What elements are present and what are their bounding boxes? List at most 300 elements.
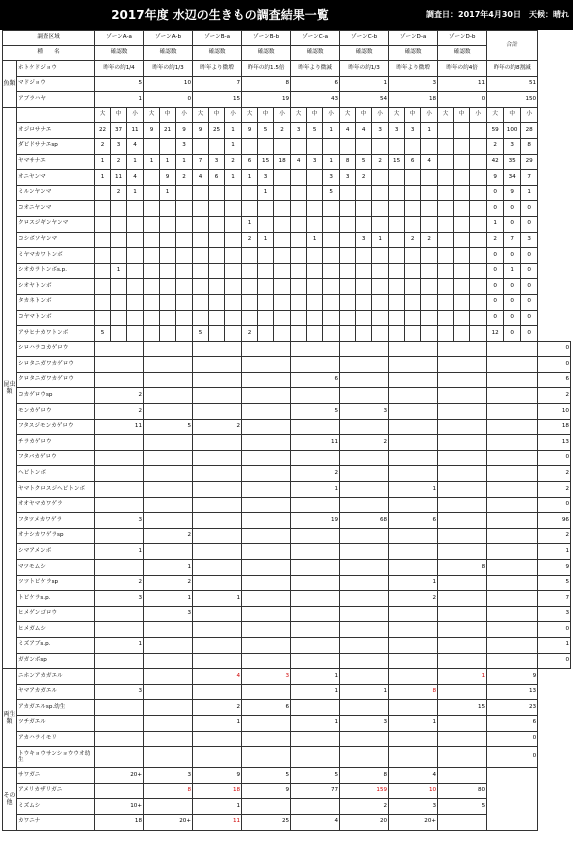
- species-name: フタスジモンカゲロウ: [17, 419, 95, 435]
- count-cell: [340, 372, 389, 388]
- count-cell: [340, 653, 389, 669]
- count-cell: [144, 482, 193, 498]
- count-cell: [291, 232, 307, 248]
- total-cell: 42: [487, 154, 504, 170]
- species-name: ガガンボsp: [17, 653, 95, 669]
- count-cell: [438, 185, 454, 201]
- count-cell: [340, 637, 389, 653]
- table-row: [3, 279, 571, 295]
- table-row: [3, 248, 571, 264]
- count-cell: [291, 138, 307, 154]
- table-row: [3, 669, 571, 685]
- zone-header: ゾーンC-a: [291, 31, 340, 46]
- count-cell: [356, 138, 372, 154]
- count-cell: [438, 170, 454, 186]
- count-cell: [487, 341, 538, 357]
- count-cell: [438, 263, 454, 279]
- count-cell: [340, 263, 356, 279]
- count-cell: [225, 263, 242, 279]
- count-cell: 1: [127, 185, 144, 201]
- count-cell: 4: [291, 814, 340, 830]
- count-cell: [193, 263, 209, 279]
- count-cell: [111, 310, 127, 326]
- count-cell: 1: [144, 591, 193, 607]
- count-cell: [356, 326, 372, 342]
- total-cell: 6: [487, 715, 538, 731]
- count-cell: [160, 326, 176, 342]
- count-cell: 2: [372, 154, 389, 170]
- count-cell: [242, 575, 291, 591]
- count-cell: 3: [307, 154, 323, 170]
- count-cell: 18: [274, 154, 291, 170]
- count-cell: 19: [291, 513, 340, 529]
- count-cell: 1: [438, 669, 487, 685]
- total-cell: 7: [521, 170, 538, 186]
- count-cell: [487, 560, 538, 576]
- count-cell: [95, 622, 144, 638]
- count-cell: [209, 232, 225, 248]
- count-cell: [95, 747, 144, 768]
- count-cell: 1: [95, 544, 144, 560]
- count-cell: 1: [193, 591, 242, 607]
- count-cell: [389, 419, 438, 435]
- count-cell: [438, 248, 454, 264]
- count-cell: [340, 216, 356, 232]
- count-cell: [405, 170, 421, 186]
- count-cell: 2: [111, 185, 127, 201]
- header-species: 種 名: [3, 46, 95, 61]
- total-cell: 0: [504, 279, 521, 295]
- count-cell: [127, 248, 144, 264]
- total-cell: 35: [504, 154, 521, 170]
- count-cell: 1: [193, 715, 242, 731]
- count-cell: [291, 263, 307, 279]
- count-cell: 11: [127, 123, 144, 139]
- count-cell: [144, 700, 193, 716]
- size-header: 大: [193, 107, 209, 123]
- species-name: シマアメンボ: [17, 544, 95, 560]
- count-cell: 2: [95, 404, 144, 420]
- count-cell: 6: [291, 76, 340, 92]
- size-header: 中: [504, 107, 521, 123]
- table-row: [3, 107, 571, 123]
- count-cell: 3: [95, 513, 144, 529]
- count-cell: [176, 232, 193, 248]
- species-name: オオヤマカワゲラ: [17, 497, 95, 513]
- count-cell: [144, 669, 193, 685]
- count-cell: 9: [193, 123, 209, 139]
- count-cell: [144, 653, 193, 669]
- count-cell: 15: [258, 154, 274, 170]
- count-cell: 1: [323, 123, 340, 139]
- count-cell: [340, 606, 389, 622]
- count-cell: 4: [291, 154, 307, 170]
- count-cell: 3: [176, 138, 193, 154]
- total-cell: 0: [487, 201, 504, 217]
- count-cell: 2: [225, 154, 242, 170]
- count-cell: [193, 560, 242, 576]
- table-row: [3, 528, 571, 544]
- total-cell: 0: [521, 279, 538, 295]
- count-cell: 2: [176, 170, 193, 186]
- total-cell: 0: [521, 326, 538, 342]
- count-cell: [291, 591, 340, 607]
- species-name: シオカラトンボs.p.: [17, 263, 95, 279]
- zone-header: ゾーンD-b: [438, 31, 487, 46]
- count-cell: [144, 747, 193, 768]
- count-cell: 1: [95, 170, 111, 186]
- count-cell: 1: [95, 154, 111, 170]
- total-cell: 150: [487, 92, 538, 108]
- count-cell: [209, 279, 225, 295]
- count-cell: 5: [242, 768, 291, 784]
- count-cell: [95, 466, 144, 482]
- count-cell: [487, 450, 538, 466]
- count-cell: 37: [111, 123, 127, 139]
- confirm-header: 確認数: [438, 46, 487, 61]
- count-cell: [470, 310, 487, 326]
- category-amphibian: 両生類: [3, 669, 17, 768]
- total-cell: 1: [538, 544, 571, 560]
- count-cell: [454, 154, 470, 170]
- count-cell: [389, 388, 438, 404]
- count-cell: [291, 201, 307, 217]
- count-cell: [176, 248, 193, 264]
- count-cell: [95, 653, 144, 669]
- count-cell: [95, 248, 111, 264]
- count-cell: [307, 138, 323, 154]
- count-cell: [127, 232, 144, 248]
- species-name: オナシカワゲラsp: [17, 528, 95, 544]
- count-cell: [389, 294, 405, 310]
- species-name: ミズムシ: [17, 799, 95, 815]
- total-cell: 0: [487, 310, 504, 326]
- count-cell: [291, 653, 340, 669]
- count-cell: [356, 248, 372, 264]
- species-name: シロハラコカゲロウ: [17, 341, 95, 357]
- count-cell: [193, 513, 242, 529]
- count-cell: [389, 232, 405, 248]
- count-cell: [242, 310, 258, 326]
- count-cell: [438, 279, 454, 295]
- count-cell: [95, 450, 144, 466]
- count-cell: 6: [242, 700, 291, 716]
- count-cell: [323, 201, 340, 217]
- count-cell: [144, 341, 193, 357]
- count-cell: [111, 216, 127, 232]
- count-cell: [356, 216, 372, 232]
- zone-header: ゾーンA-a: [95, 31, 144, 46]
- size-header: 大: [144, 107, 160, 123]
- count-cell: [144, 201, 160, 217]
- count-cell: 8: [340, 768, 389, 784]
- count-cell: 3: [144, 606, 193, 622]
- size-header: 小: [274, 107, 291, 123]
- count-cell: 0: [438, 92, 487, 108]
- count-cell: [144, 310, 160, 326]
- table-row: [3, 814, 571, 830]
- count-cell: [258, 138, 274, 154]
- count-cell: [438, 404, 487, 420]
- table-row: [3, 341, 571, 357]
- table-row: [3, 388, 571, 404]
- count-cell: [242, 201, 258, 217]
- total-cell: 6: [538, 372, 571, 388]
- count-cell: [193, 622, 242, 638]
- count-cell: [193, 731, 242, 747]
- table-row: [3, 497, 571, 513]
- count-cell: [274, 310, 291, 326]
- count-cell: 10: [144, 76, 193, 92]
- count-cell: [372, 279, 389, 295]
- total-cell: 2: [487, 138, 504, 154]
- species-name: ヤマトクロスジヘビトンボ: [17, 482, 95, 498]
- count-cell: [176, 201, 193, 217]
- count-cell: 2: [242, 326, 258, 342]
- count-cell: 8: [340, 154, 356, 170]
- count-cell: [127, 326, 144, 342]
- total-cell: 0: [504, 201, 521, 217]
- count-cell: [405, 294, 421, 310]
- count-cell: 9: [193, 768, 242, 784]
- count-cell: [389, 747, 438, 768]
- table-row: [3, 466, 571, 482]
- count-cell: [372, 185, 389, 201]
- count-cell: 11: [95, 419, 144, 435]
- count-cell: [421, 310, 438, 326]
- count-cell: [454, 326, 470, 342]
- count-cell: 18: [95, 814, 144, 830]
- count-cell: [242, 606, 291, 622]
- count-cell: [307, 185, 323, 201]
- count-cell: [144, 248, 160, 264]
- count-cell: 3: [340, 170, 356, 186]
- count-cell: 3: [242, 669, 291, 685]
- count-cell: 18: [389, 92, 438, 108]
- count-cell: [193, 575, 242, 591]
- count-cell: [421, 170, 438, 186]
- count-cell: 3: [405, 123, 421, 139]
- total-cell: 0: [504, 248, 521, 264]
- survey-meta: [426, 9, 569, 20]
- count-cell: [323, 279, 340, 295]
- count-cell: [258, 201, 274, 217]
- count-cell: [291, 388, 340, 404]
- count-cell: [405, 138, 421, 154]
- table-row: [3, 201, 571, 217]
- count-cell: [193, 684, 242, 700]
- count-cell: [242, 513, 291, 529]
- count-cell: 20+: [144, 814, 193, 830]
- count-cell: 4: [340, 123, 356, 139]
- count-cell: 5: [323, 185, 340, 201]
- count-cell: [95, 606, 144, 622]
- count-cell: [340, 419, 389, 435]
- count-cell: [258, 326, 274, 342]
- count-cell: [274, 138, 291, 154]
- total-cell: 0: [538, 622, 571, 638]
- count-cell: [160, 248, 176, 264]
- count-cell: [95, 783, 144, 799]
- count-cell: 5: [95, 76, 144, 92]
- count-cell: [307, 279, 323, 295]
- count-cell: [242, 482, 291, 498]
- table-row: [3, 731, 571, 747]
- note-cell: 昨年より微減: [291, 61, 340, 77]
- count-cell: [438, 575, 487, 591]
- count-cell: [438, 622, 487, 638]
- table-body: [3, 31, 571, 831]
- count-cell: [438, 544, 487, 560]
- species-name: オジロサナエ: [17, 123, 95, 139]
- count-cell: [372, 248, 389, 264]
- total-cell: 3: [504, 138, 521, 154]
- count-cell: [242, 419, 291, 435]
- count-cell: [421, 248, 438, 264]
- count-cell: [356, 185, 372, 201]
- total-cell: 28: [521, 123, 538, 139]
- count-cell: [209, 185, 225, 201]
- count-cell: 159: [340, 783, 389, 799]
- count-cell: 2: [242, 232, 258, 248]
- count-cell: 2: [193, 700, 242, 716]
- count-cell: [291, 294, 307, 310]
- count-cell: [389, 450, 438, 466]
- count-cell: 7: [193, 154, 209, 170]
- count-cell: [193, 279, 209, 295]
- total-cell: 9: [487, 669, 538, 685]
- total-cell: 34: [504, 170, 521, 186]
- count-cell: [307, 248, 323, 264]
- count-cell: [127, 216, 144, 232]
- count-cell: 1: [111, 263, 127, 279]
- total-cell: 2: [487, 232, 504, 248]
- species-name: モンカゲロウ: [17, 404, 95, 420]
- species-name: ヘビトンボ: [17, 466, 95, 482]
- count-cell: [438, 357, 487, 373]
- count-cell: [340, 497, 389, 513]
- count-cell: 5: [144, 419, 193, 435]
- size-header: 中: [258, 107, 274, 123]
- count-cell: [144, 138, 160, 154]
- size-header: 中: [160, 107, 176, 123]
- count-cell: [438, 528, 487, 544]
- count-cell: [421, 138, 438, 154]
- count-cell: 3: [389, 799, 438, 815]
- count-cell: 2: [340, 435, 389, 451]
- confirm-header: 確認数: [340, 46, 389, 61]
- count-cell: [209, 310, 225, 326]
- count-cell: 3: [340, 404, 389, 420]
- note-cell: 昨年の約1/3: [144, 61, 193, 77]
- count-cell: [438, 482, 487, 498]
- total-cell: 13: [487, 684, 538, 700]
- count-cell: 8: [438, 560, 487, 576]
- count-cell: [291, 419, 340, 435]
- count-cell: [340, 731, 389, 747]
- count-cell: 6: [291, 372, 340, 388]
- total-cell: 0: [504, 294, 521, 310]
- header-area: 調査区域: [3, 31, 95, 46]
- count-cell: 10+: [95, 799, 144, 815]
- count-cell: [356, 294, 372, 310]
- table-row: [3, 591, 571, 607]
- count-cell: 2: [144, 528, 193, 544]
- count-cell: [176, 326, 193, 342]
- count-cell: [291, 575, 340, 591]
- count-cell: [340, 450, 389, 466]
- count-cell: [144, 450, 193, 466]
- count-cell: [291, 185, 307, 201]
- count-cell: [405, 263, 421, 279]
- total-cell: 0: [487, 279, 504, 295]
- note-cell: 昨年の約1.5倍: [242, 61, 291, 77]
- count-cell: [340, 575, 389, 591]
- count-cell: [389, 357, 438, 373]
- count-cell: [291, 170, 307, 186]
- count-cell: [193, 747, 242, 768]
- count-cell: [487, 528, 538, 544]
- note-cell: 昨年の約8割減: [487, 61, 538, 77]
- count-cell: [454, 232, 470, 248]
- count-cell: [323, 263, 340, 279]
- table-row: [3, 637, 571, 653]
- species-name: コヤマトンボ: [17, 310, 95, 326]
- count-cell: [470, 326, 487, 342]
- count-cell: [144, 294, 160, 310]
- size-header: 大: [291, 107, 307, 123]
- count-cell: 2: [274, 123, 291, 139]
- count-cell: [438, 591, 487, 607]
- count-cell: 6: [242, 154, 258, 170]
- header-total: 合計: [487, 31, 538, 61]
- count-cell: [225, 279, 242, 295]
- count-cell: [438, 138, 454, 154]
- table-row: [3, 357, 571, 373]
- count-cell: [454, 216, 470, 232]
- species-name: ミヤマカワトンボ: [17, 248, 95, 264]
- count-cell: [193, 388, 242, 404]
- count-cell: [127, 279, 144, 295]
- count-cell: [160, 232, 176, 248]
- count-cell: 4: [127, 138, 144, 154]
- count-cell: 20: [340, 814, 389, 830]
- total-cell: 23: [487, 700, 538, 716]
- table-row: [3, 606, 571, 622]
- count-cell: [242, 388, 291, 404]
- count-cell: 11: [111, 170, 127, 186]
- zone-header: ゾーンA-b: [144, 31, 193, 46]
- count-cell: [470, 201, 487, 217]
- count-cell: [160, 138, 176, 154]
- count-cell: [258, 310, 274, 326]
- count-cell: [307, 294, 323, 310]
- count-cell: [421, 216, 438, 232]
- count-cell: [470, 154, 487, 170]
- count-cell: 3: [95, 684, 144, 700]
- species-name: マドジョウ: [17, 76, 95, 92]
- count-cell: [144, 731, 193, 747]
- count-cell: [340, 232, 356, 248]
- count-cell: 3: [356, 232, 372, 248]
- total-cell: 2: [538, 388, 571, 404]
- count-cell: [274, 201, 291, 217]
- count-cell: [193, 185, 209, 201]
- count-cell: 3: [372, 123, 389, 139]
- count-cell: [95, 310, 111, 326]
- table-row: [3, 310, 571, 326]
- total-cell: 0: [521, 201, 538, 217]
